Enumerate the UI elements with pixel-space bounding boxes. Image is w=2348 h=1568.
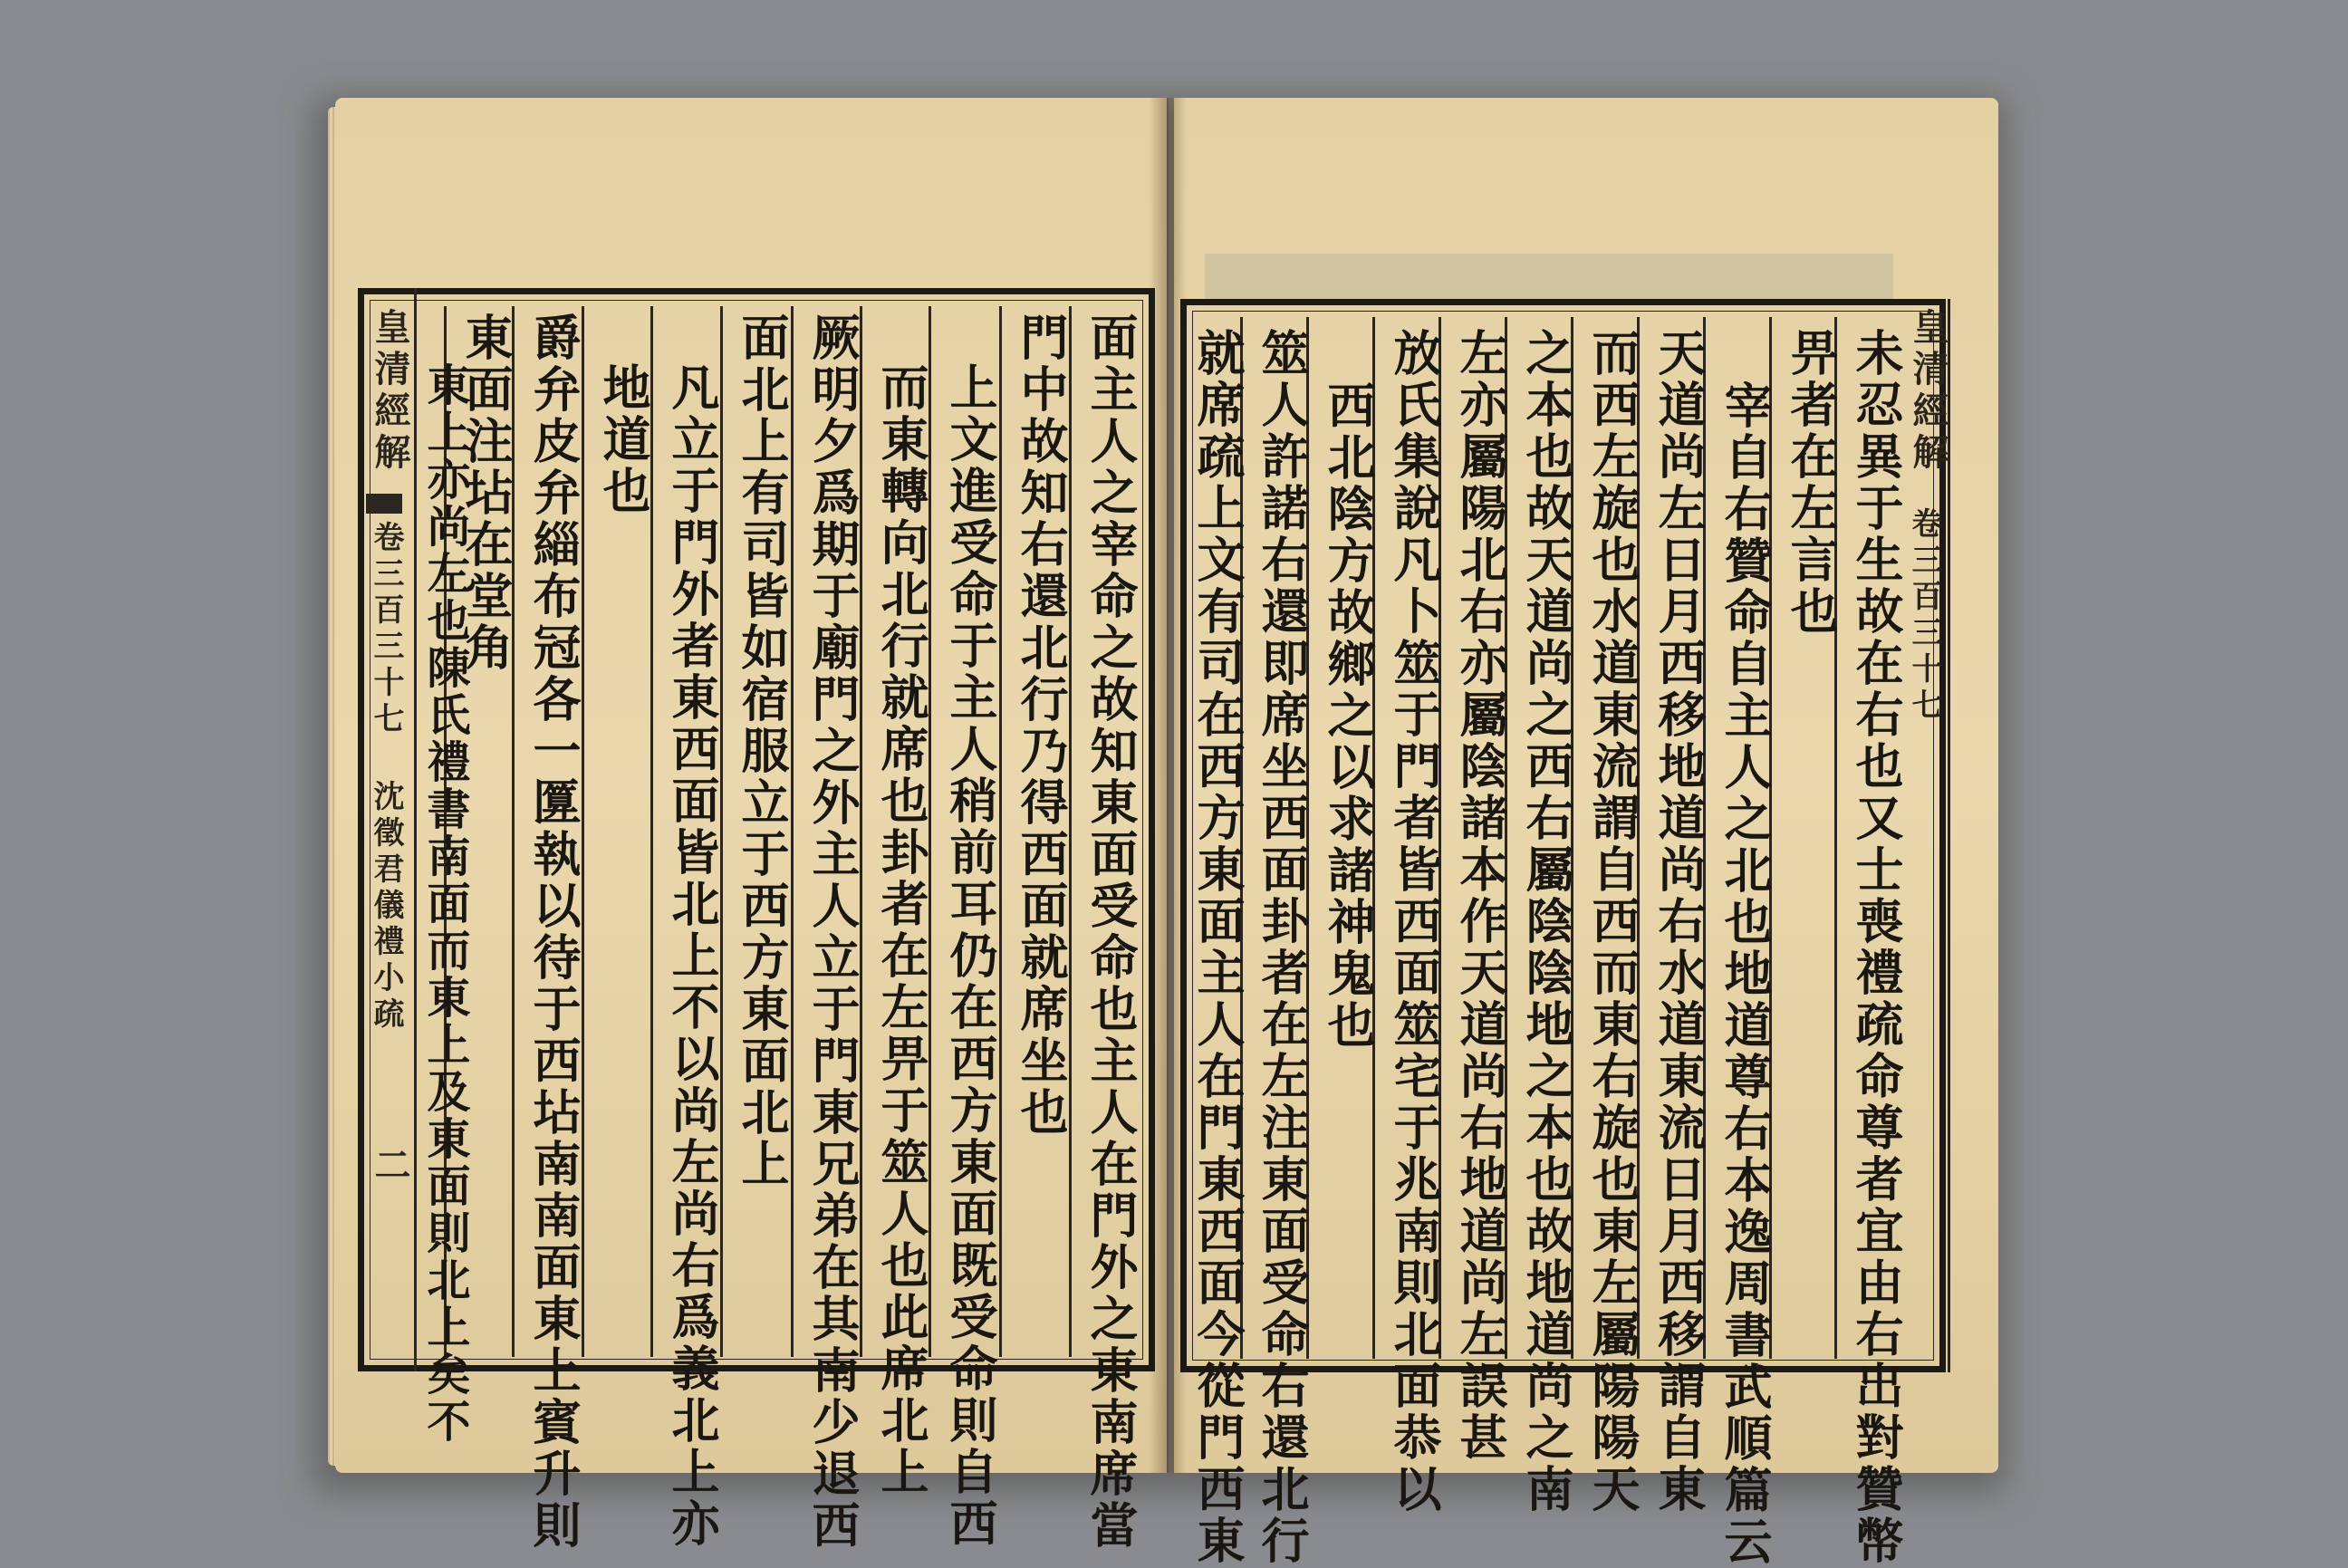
fish-tail-mark [366,494,402,514]
left-margin-subtitle: 卷三百三十七 沈徵君儀禮小疏 [368,521,404,1034]
right-column-1: 未忍異于生故在右也又士喪禮疏命尊者宜由右出對贊幣 [1848,328,1904,1567]
right-margin-title: 皇清經解 [1907,308,1949,475]
right-margin-strip [1948,299,1983,1372]
left-column-10: 東面注坫在堂角 [457,313,514,674]
left-column-11: 東上亦尚左也陳氏禮書南面而東上及東面則北上矣不 [419,362,470,1446]
left-column-5: 厥明夕爲期于廟門之外主人立于門東兄弟在其南少退西 [804,313,861,1552]
left-column-7: 凡立于門外者東西面皆北上不以尚左尚右爲義北上亦 [664,362,720,1550]
right-column-8: 放氏集說凡卜筮于門者皆西面筮宅于兆南則北面恭以 [1386,328,1442,1515]
right-column-7: 左亦屬陽北右亦屬陰諸本作天道尚右地道尚左誤甚 [1452,328,1508,1464]
left-margin-page-number: 二 [369,1146,411,1188]
bleed-through [1205,254,1893,299]
right-column-11: 就席疏上文有司在西方東面主人在門東西面今從門西東 [1189,328,1246,1567]
left-column-8: 地道也 [595,362,651,517]
right-column-2: 畀者在左言也 [1783,328,1839,638]
right-column-6: 之本也故天道尚之西右屬陰陰地之本也故地道尚之南 [1518,328,1574,1515]
left-column-4: 而東轉向北行就席也卦者在左畀于筮人也此席北上 [873,362,929,1498]
left-margin-title: 皇清經解 [369,308,411,475]
right-margin-subtitle: 卷三百三十七 [1906,507,1942,725]
right-column-9: 西北陰方故鄉之以求諸神鬼也 [1320,380,1376,1052]
right-column-3: 宰自右贊命自主人之北也地道尊右本逸周書武順篇云 [1717,380,1773,1568]
column-rule [1069,306,1072,1357]
right-column-4: 天道尚左日月西移地道尚右水道東流日月西移謂自東 [1650,328,1707,1515]
left-column-2: 門中故知右還北行乃得西面就席坐也 [1013,313,1069,1139]
left-column-1: 面主人之宰命之故知東面受命也主人在門外之東南席當 [1083,313,1139,1552]
column-rule [720,306,723,1357]
column-rule [582,306,584,1357]
left-column-6: 面北上有司皆如宿服立于西方東面北上 [734,313,790,1190]
left-column-3: 上文進受命于主人稍前耳仍在西方東面既受命則自西 [942,362,998,1550]
right-column-10: 筮人許諾右還即席坐西面卦者在左注東面受命右還北行 [1254,328,1310,1567]
left-column-9: 爵弁皮弁緇布冠各一匴執以待于西坫南南面東上賓升則 [525,313,582,1552]
column-rule [791,306,794,1357]
column-rule [999,306,1002,1357]
right-column-5: 而西左旋也水道東流謂自西而東右旋也東左屬陽陽天 [1584,328,1641,1515]
